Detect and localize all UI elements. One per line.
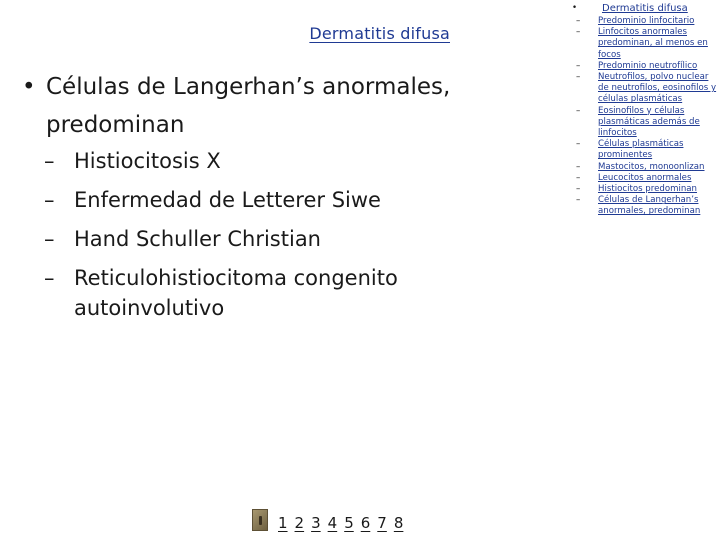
outline-item-link[interactable]: Células plasmáticas prominentes [598, 139, 684, 161]
outline-header [572, 2, 720, 16]
outline-dash-marker: – [576, 139, 581, 150]
outline-dash-marker: – [576, 72, 581, 83]
sub-bullet-item [44, 224, 524, 263]
dash-marker: – [44, 188, 55, 212]
page-link-5[interactable]: 5 [344, 514, 354, 532]
page-link-1[interactable]: 1 [278, 514, 288, 532]
sub-bullet-text: Histiocitosis X [74, 149, 221, 173]
outline-item [572, 27, 720, 61]
sub-bullet-text: Hand Schuller Christian [74, 227, 321, 251]
outline-item [572, 184, 720, 195]
outline-dash-marker: – [576, 60, 581, 71]
sub-bullet-item [44, 263, 524, 323]
outline-dash-marker: – [576, 184, 581, 195]
page-link-2[interactable]: 2 [294, 514, 305, 532]
sub-bullet-item [44, 185, 524, 224]
outline-item-link[interactable]: Neutrofilos, polvo nuclear de neutrofilos, eosinofilos y células plasmáticas [598, 72, 717, 105]
slide-thumbnail-icon[interactable] [252, 509, 268, 531]
outline-item [572, 72, 720, 106]
dash-marker: – [44, 149, 55, 173]
outline-item [572, 173, 720, 184]
slide-title[interactable]: Dermatitis difusa [309, 24, 450, 43]
sub-bullet-text: Enfermedad de Letterer Siwe [74, 188, 381, 212]
outline-dash-marker: – [576, 161, 581, 172]
main-bullet-text: Células de Langerhan’s anormales, predominan [46, 74, 451, 138]
page-link-4[interactable]: 4 [327, 514, 338, 532]
sub-bullet-item [44, 146, 524, 185]
outline-item-link[interactable]: Eosinofilos y células plasmáticas además de linfocitos [598, 105, 700, 139]
outline-item-link[interactable]: Predominio neutrofílico [598, 60, 698, 71]
dash-marker: – [44, 227, 55, 251]
sub-bullet-text: Reticulohistiocitoma congenito autoinvolutivo [74, 266, 398, 320]
outline-dash-marker: – [576, 172, 581, 183]
outline-item [572, 16, 720, 27]
outline-title-link[interactable]: Dermatitis difusa [602, 3, 688, 14]
outline-item-link[interactable]: Células de Langerhan’s anormales, predominan [598, 195, 701, 217]
outline-item [572, 106, 720, 140]
outline-dash-marker: – [576, 16, 581, 26]
outline-item [572, 195, 720, 217]
main-bullet [22, 68, 542, 144]
slide-pager [252, 508, 410, 532]
outline-item [572, 139, 720, 161]
dash-marker: – [44, 266, 55, 290]
bullet-marker: • [22, 74, 36, 100]
outline-item-link[interactable]: Histiocitos predominan [598, 184, 698, 195]
outline-bullet-marker: • [572, 3, 578, 13]
outline-item-link[interactable]: Linfocitos anormales predominan, al menos en focos [598, 27, 708, 60]
outline-panel [572, 2, 720, 218]
outline-item [572, 61, 720, 72]
outline-item-link[interactable]: Leucocitos anormales [598, 172, 692, 183]
page-link-8[interactable]: 8 [393, 514, 404, 532]
sub-bullet-list [44, 146, 524, 323]
page-link-3[interactable]: 3 [311, 514, 321, 532]
outline-item-link[interactable]: Predominio linfocitario [598, 16, 695, 26]
page-link-6[interactable]: 6 [360, 514, 371, 532]
outline-dash-marker: – [576, 27, 581, 38]
outline-dash-marker: – [576, 105, 581, 116]
page-link-7[interactable]: 7 [377, 514, 387, 532]
outline-item-link[interactable]: Mastocitos, monoonlizan [598, 161, 705, 172]
outline-dash-marker: – [576, 195, 581, 206]
outline-item [572, 162, 720, 173]
